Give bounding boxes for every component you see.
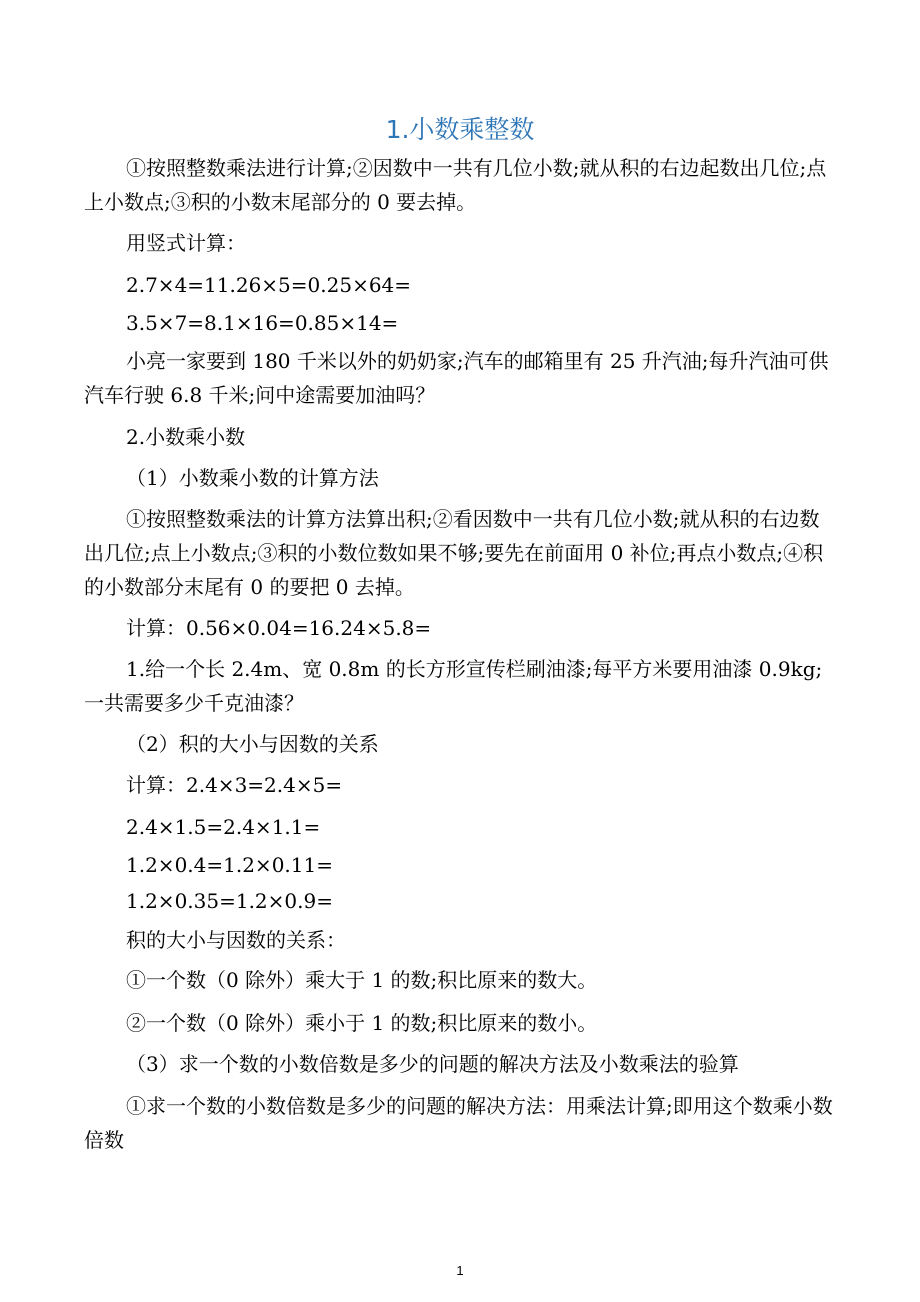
paragraph-multiple-method: ①求一个数的小数倍数是多少的问题的解决方法：用乘法计算;即用这个数乘小数倍数 <box>84 1094 833 1152</box>
document-title: 1.小数乘整数 <box>385 115 535 144</box>
paragraph-relation-rule-1: ①一个数（0 除外）乘大于 1 的数;积比原来的数大。 <box>126 968 598 992</box>
paragraph-exercise-row-2: 3.5×7=8.1×16=0.85×14= <box>126 311 399 335</box>
paragraph-relation-rule-2: ②一个数（0 除外）乘小于 1 的数;积比原来的数小。 <box>126 1011 598 1035</box>
subsection-heading-1: （1）小数乘小数的计算方法 <box>126 466 379 490</box>
paragraph-calc-factor-row-3: 1.2×0.4=1.2×0.11= <box>126 853 333 877</box>
subsection-heading-3: （3）求一个数的小数倍数是多少的问题的解决方法及小数乘法的验算 <box>126 1052 739 1076</box>
subsection-heading-2: （2）积的大小与因数的关系 <box>126 732 379 756</box>
paragraph-rule-decimal: ①按照整数乘法的计算方法算出积;②看因数中一共有几位小数;就从积的右边数出几位;点上小数点;③积的小数位数如果不够;要先在前面用 0 补位;再点小数点;④积的小数部分末尾有 0 的要把 0 去掉。 <box>84 507 824 599</box>
paragraph-exercise-row-1: 2.7×4=11.26×5=0.25×64= <box>126 273 412 297</box>
paragraph-rule-integer: ①按照整数乘法进行计算;②因数中一共有几位小数;就从积的右边起数出几位;点上小数点;③积的小数末尾部分的 0 要去掉。 <box>84 156 827 214</box>
paragraph-word-problem-car: 小亮一家要到 180 千米以外的奶奶家;汽车的邮箱里有 25 升汽油;每升汽油可供汽车行驶 6.8 千米;问中途需要加油吗？ <box>84 349 829 407</box>
paragraph-relation-label: 积的大小与因数的关系： <box>126 928 346 952</box>
paragraph-vertical-calc-label: 用竖式计算： <box>126 231 246 255</box>
paragraph-calc-factor-row-2: 2.4×1.5=2.4×1.1= <box>126 815 321 839</box>
paragraph-word-problem-paint: 1.给一个长 2.4m、宽 0.8m 的长方形宣传栏刷油漆;每平方米要用油漆 0.9kg;一共需要多少千克油漆？ <box>84 657 823 715</box>
paragraph-calc-factor-row-1: 计算：2.4×3=2.4×5= <box>126 773 343 797</box>
page-number: 1 <box>456 1263 464 1278</box>
section-heading-decimal-times-decimal: 2.小数乘小数 <box>126 425 246 449</box>
paragraph-calc-decimal: 计算：0.56×0.04=16.24×5.8= <box>126 616 432 640</box>
paragraph-calc-factor-row-4: 1.2×0.35=1.2×0.9= <box>126 889 333 913</box>
